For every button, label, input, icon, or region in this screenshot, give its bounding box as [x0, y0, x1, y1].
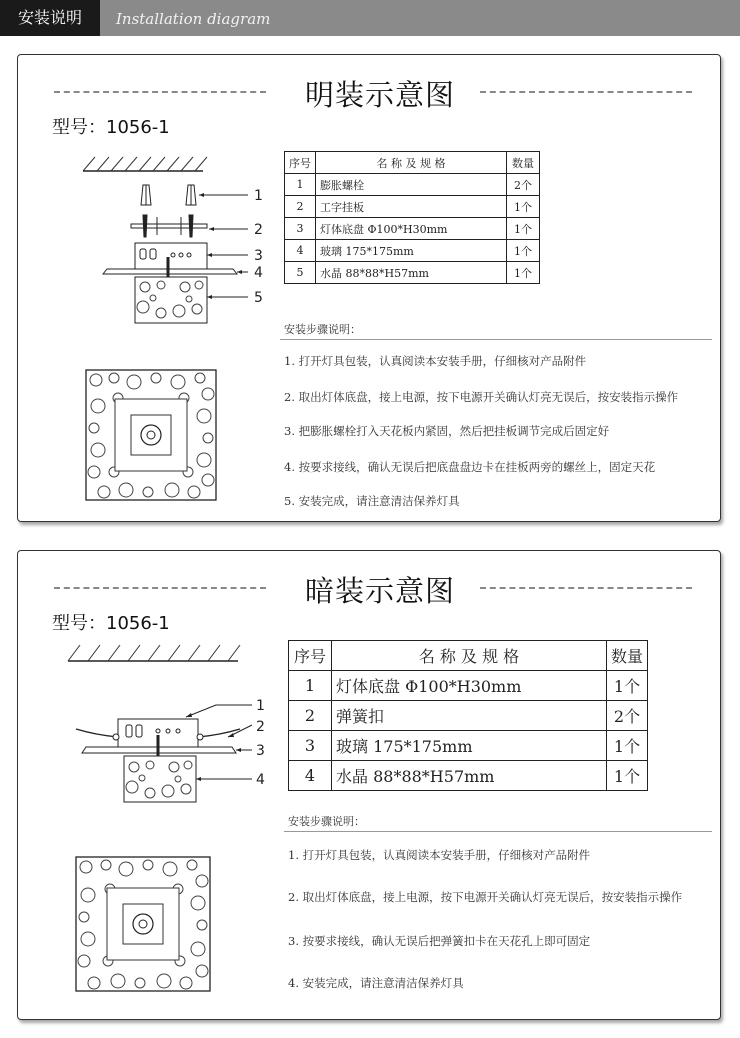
steps-heading: 安装步骤说明：	[284, 323, 361, 336]
row-no: 1	[285, 174, 316, 196]
step-item: 5. 安装完成，请注意清洁保养灯具	[284, 494, 460, 508]
row-name: 灯体底盘 Φ100*H30mm	[332, 671, 607, 701]
row-qty: 1个	[606, 761, 647, 791]
row-qty: 1个	[606, 671, 647, 701]
steps-divider	[284, 831, 712, 832]
callout-2: 2	[254, 222, 263, 238]
row-name: 水晶 88*88*H57mm	[316, 262, 507, 284]
header-no: 序号	[289, 641, 332, 671]
model-number: 型号：1056-1	[52, 117, 170, 138]
step-item: 4. 按要求接线，确认无误后把底盘盘边卡在挂板两旁的螺丝上，固定天花	[284, 460, 656, 474]
callout-3: 3	[254, 248, 263, 264]
recessed-mount-top-view	[74, 855, 212, 993]
surface-mount-top-view	[84, 368, 218, 502]
row-qty: 1个	[507, 218, 540, 240]
row-name: 工字挂板	[316, 196, 507, 218]
title-divider-right	[480, 91, 692, 93]
row-no: 5	[285, 262, 316, 284]
steps-heading: 安装步骤说明：	[288, 815, 365, 828]
callout-1: 1	[256, 698, 265, 714]
row-qty: 2个	[507, 174, 540, 196]
surface-mount-exploded-diagram	[73, 151, 283, 331]
table-row	[289, 671, 648, 701]
step-item: 3. 按要求接线，确认无误后把弹簧扣卡在天花孔上即可固定	[288, 934, 591, 948]
step-item: 1. 打开灯具包装，认真阅读本安装手册，仔细核对产品附件	[288, 848, 591, 862]
header-name: 名 称 及 规 格	[332, 641, 607, 671]
table-row	[285, 262, 540, 284]
table-header-row	[289, 641, 648, 671]
header-no: 序号	[285, 152, 316, 174]
table-row	[285, 240, 540, 262]
table-row	[289, 731, 648, 761]
row-no: 1	[289, 671, 332, 701]
callout-2: 2	[256, 719, 265, 735]
title-divider-right	[480, 587, 692, 589]
row-qty: 1个	[507, 262, 540, 284]
row-name: 弹簧扣	[332, 701, 607, 731]
table-row	[289, 761, 648, 791]
step-item: 3. 把膨胀螺栓打入天花板内紧固，然后把挂板调节完成后固定好	[284, 424, 610, 438]
row-no: 4	[285, 240, 316, 262]
section-title: 暗装示意图	[304, 574, 455, 608]
parts-table	[284, 151, 540, 284]
callout-3: 3	[256, 743, 265, 759]
header-tab-label: 安装说明	[0, 0, 100, 36]
row-no: 4	[289, 761, 332, 791]
table-header-row	[285, 152, 540, 174]
header-qty: 数量	[606, 641, 647, 671]
row-no: 3	[289, 731, 332, 761]
row-name: 玻璃 175*175mm	[332, 731, 607, 761]
row-no: 3	[285, 218, 316, 240]
callout-1: 1	[254, 188, 263, 204]
surface-mount-panel	[17, 54, 721, 522]
header-subtitle: Installation diagram	[116, 10, 271, 28]
recessed-mount-diagram	[56, 639, 286, 819]
title-divider-left	[54, 91, 266, 93]
step-item: 4. 安装完成，请注意清洁保养灯具	[288, 976, 464, 990]
row-name: 灯体底盘 Φ100*H30mm	[316, 218, 507, 240]
table-row	[285, 196, 540, 218]
callout-5: 5	[254, 290, 263, 306]
section-title: 明装示意图	[304, 78, 455, 112]
row-name: 水晶 88*88*H57mm	[332, 761, 607, 791]
callout-4: 4	[254, 265, 263, 281]
row-qty: 1个	[507, 196, 540, 218]
steps-divider	[280, 339, 712, 340]
header-qty: 数量	[507, 152, 540, 174]
recessed-mount-panel	[17, 550, 721, 1020]
table-row	[285, 174, 540, 196]
row-qty: 1个	[507, 240, 540, 262]
step-item: 2. 取出灯体底盘，接上电源，按下电源开关确认灯亮无误后，按安装指示操作	[288, 890, 683, 904]
title-divider-left	[54, 587, 266, 589]
table-row	[289, 701, 648, 731]
row-no: 2	[289, 701, 332, 731]
row-name: 玻璃 175*175mm	[316, 240, 507, 262]
table-row	[285, 218, 540, 240]
row-qty: 1个	[606, 731, 647, 761]
row-no: 2	[285, 196, 316, 218]
row-name: 膨胀螺栓	[316, 174, 507, 196]
step-item: 1. 打开灯具包装，认真阅读本安装手册，仔细核对产品附件	[284, 354, 587, 368]
step-item: 2. 取出灯体底盘，接上电源，按下电源开关确认灯亮无误后，按安装指示操作	[284, 390, 679, 404]
model-number: 型号：1056-1	[52, 613, 170, 634]
header-name: 名 称 及 规 格	[316, 152, 507, 174]
row-qty: 2个	[606, 701, 647, 731]
parts-table	[288, 640, 648, 791]
top-header-bar	[0, 0, 740, 36]
callout-4: 4	[256, 772, 265, 788]
